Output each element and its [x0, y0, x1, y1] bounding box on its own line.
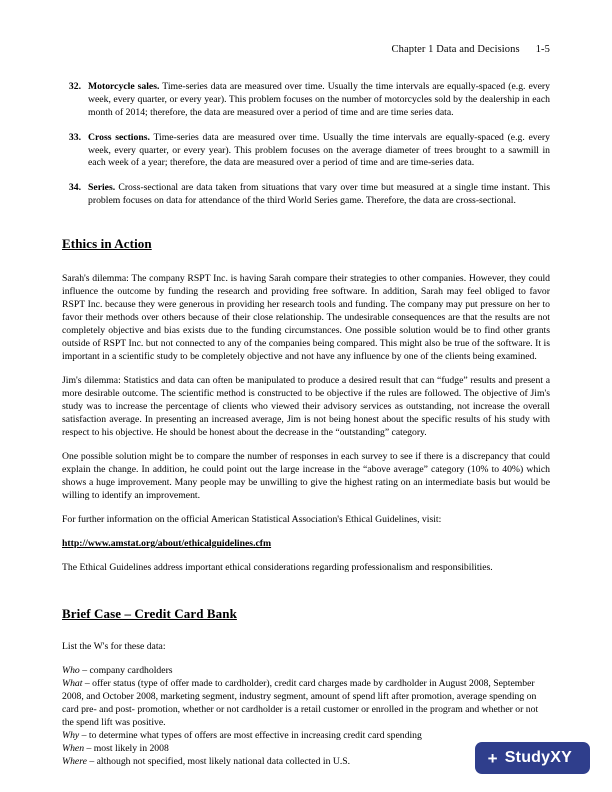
w-line-why: [62, 729, 550, 742]
item-lead: Series.: [88, 182, 116, 194]
w-label-who: Who: [62, 665, 80, 677]
header-chapter: Chapter 1 Data and Decisions: [391, 44, 520, 55]
list-item: [62, 81, 550, 120]
item-number: 33.: [68, 131, 81, 143]
item-body: [88, 81, 550, 120]
w-label-what: What: [62, 678, 83, 690]
w-label-why: Why: [62, 730, 80, 742]
w-text-what: – offer status (type of offer made to cardholder), credit card charges made by cardholder in August 2008, September 2008, and October 2008, marketing segment, industry segment, amount of spend lift after promotion, average spending on card pre- and post- promotion, whether or not cardholder is a retail customer or enrolled in the program and whether or not the spend lift was positive.: [62, 678, 539, 729]
brief-case-intro: List the W's for these data:: [62, 641, 166, 653]
ethics-paragraph-1: Sarah's dilemma: The company RSPT Inc. is having Sarah compare their strategies to other companies. However, they could influence the outcome by funding the research and providing free software. In addition, Sarah may feel obliged to favor RSPT Inc. because they were generous in providing her research tools and funding. The company may put pressure on her to favor their methods over others because of their close relationship. The undesirable consequences are that the results are not completely objective and bias exists due to the funding circumstances. One possible solution would be to find other grants outside of RSPT Inc. but not connected to any of the companies being compared. This might also be true of the software. It is important in a scientific study to be completely objective and not have any influence by one of the clients being examined.: [62, 273, 550, 363]
item-body: [88, 132, 550, 171]
ethics-paragraph-2: Jim's dilemma: Statistics and data can often be manipulated to produce a desired result that can “fudge” results and present a more desirable outcome. The scientific method is constructed to be objective if the rules are followed. The objective of Jim's study was to increase the percentage of clients who viewed their advisory services as outstanding, not increase the overall satisfaction average. In presenting an increased average, Jim is not being honest about the specific results of his study with respect to his objective. He should be honest about the decrease in the “outstanding” category.: [62, 375, 550, 439]
item-number: 32.: [68, 81, 81, 92]
list-item: [62, 132, 550, 171]
item-body: [88, 182, 550, 208]
w-line-what: [62, 677, 550, 729]
plus-icon: +: [487, 748, 498, 768]
brief-case-heading: Brief Case – Credit Card Bank: [62, 606, 237, 622]
w-text-why: – to determine what types of offers are most effective in increasing credit card spending: [79, 730, 422, 742]
header-page-number: 1-5: [535, 44, 550, 55]
w-label-where: Where: [62, 756, 87, 768]
page-header: [62, 44, 550, 55]
ethics-paragraph-3: One possible solution might be to compare the number of responses in each survey to see if there is a discrepancy that could explain the change. In addition, he could point out the large increase in the “above average” category (10% to 40%) which shows a huge improvement. Many people may be unwilling to give the highest rating on an intermediate basis but would be willing to identify an improvement.: [62, 451, 550, 502]
w-label-when: When: [62, 743, 85, 755]
numbered-answer-list: [62, 81, 550, 208]
ethics-reference-intro: For further information on the official American Statistical Association's Ethical Guidelines, visit:: [62, 514, 442, 526]
w-text-who: – company cardholders: [79, 665, 173, 677]
item-text: Time-series data are measured over time. Usually the time intervals are equally-spaced (e.g. every week, every quarter, or every year). This problem focuses on the number of motorcycles sold by the dealership in each month of 2014; therefore, the data are measured over a period of time and are time series data.: [88, 81, 550, 118]
watermark-label: StudyXY: [504, 749, 572, 766]
w-text-when: – most likely in 2008: [84, 743, 169, 755]
item-text: Cross-sectional are data taken from situations that vary over time but measured at a single time instant. This problem focuses on data for attendance of the third World Series game. Therefore, the data are cross-sectional.: [88, 182, 550, 207]
w-line-who: [62, 664, 550, 677]
asa-ethical-guidelines-link[interactable]: http://www.amstat.org/about/ethicalguidelines.cfm: [62, 538, 272, 550]
ethics-reference-note: The Ethical Guidelines address important ethical considerations regarding professionalism and responsibilities.: [62, 562, 493, 574]
item-lead: Cross sections.: [88, 131, 150, 143]
studyxy-watermark: [475, 742, 590, 774]
ethics-heading: Ethics in Action: [62, 236, 152, 252]
item-text: Time-series data are measured over time. Usually the time intervals are equally-spaced (e.g. every week, every quarter, or every year). This problem focuses on the average diameter of trees brought to a sawmill in each week of a year; therefore, the data are measured over a period of time and are time-series data.: [88, 131, 551, 169]
item-lead: Motorcycle sales.: [88, 81, 160, 92]
w-text-where: – although not specified, most likely national data collected in U.S.: [86, 756, 351, 768]
list-item: [62, 182, 550, 208]
item-number: 34.: [68, 182, 81, 194]
